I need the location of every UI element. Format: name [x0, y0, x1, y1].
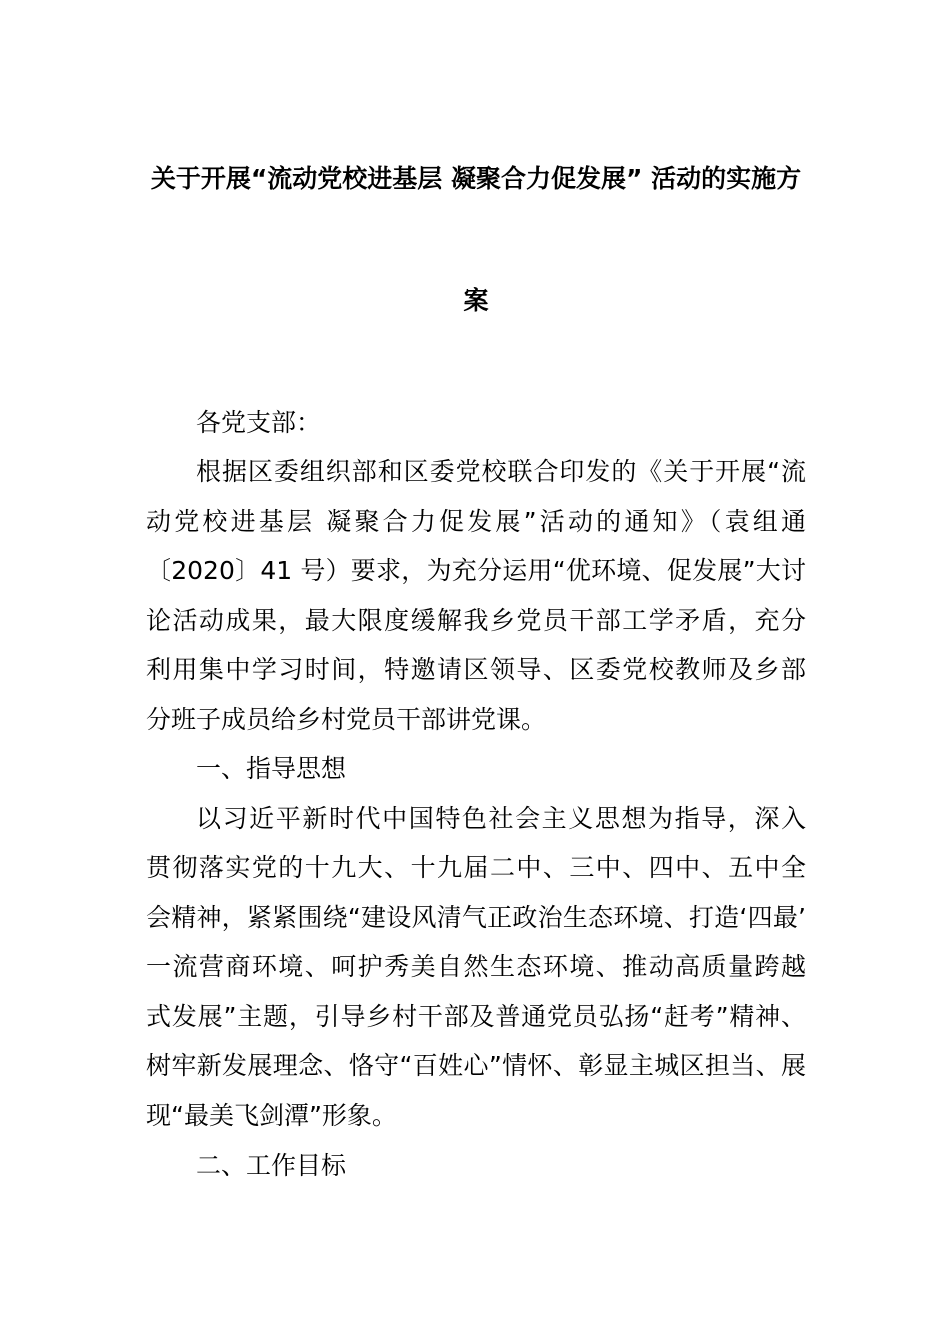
- section-1-line-5: 式发展”主题，引导乡村干部及普通党员弘扬“赶考”精神、: [146, 1002, 806, 1031]
- section-1-line-6: 树牢新发展理念、恪守“百姓心”情怀、彰显主城区担当、展: [146, 1051, 806, 1080]
- section-1-line-2: 贯彻落实党的十九大、十九届二中、三中、四中、五中全: [146, 853, 806, 882]
- intro-line-4: 论活动成果，最大限度缓解我乡党员干部工学矛盾，充分: [146, 606, 806, 635]
- document-title-line-2: 案: [463, 286, 489, 315]
- intro-line-6: 分班子成员给乡村党员干部讲党课。: [146, 705, 547, 734]
- intro-line-1: 根据区委组织部和区委党校联合印发的《关于开展“流: [196, 457, 806, 486]
- section-1-line-3: 会精神，紧紧围绕“建设风清气正政治生态环境、打造‘四最’: [146, 903, 806, 932]
- salutation: 各党支部：: [196, 408, 322, 437]
- section-1-line-7: 现“最美飞剑潭”形象。: [146, 1101, 397, 1130]
- section-1-line-1: 以习近平新时代中国特色社会主义思想为指导，深入: [196, 804, 806, 833]
- intro-line-5: 利用集中学习时间，特邀请区领导、区委党校教师及乡部: [146, 655, 806, 684]
- intro-line-3: 〔2020〕41 号）要求，为充分运用“优环境、促发展”大讨: [146, 556, 806, 585]
- section-2-heading: 二、工作目标: [196, 1151, 347, 1180]
- intro-line-2: 动党校进基层 凝聚合力促发展”活动的通知》（袁组通: [146, 507, 806, 536]
- document-title-line-1: 关于开展“流动党校进基层 凝聚合力促发展” 活动的实施方: [150, 164, 802, 193]
- section-1-heading: 一、指导思想: [196, 754, 347, 783]
- section-1-line-4: 一流营商环境、呵护秀美自然生态环境、推动高质量跨越: [146, 952, 806, 981]
